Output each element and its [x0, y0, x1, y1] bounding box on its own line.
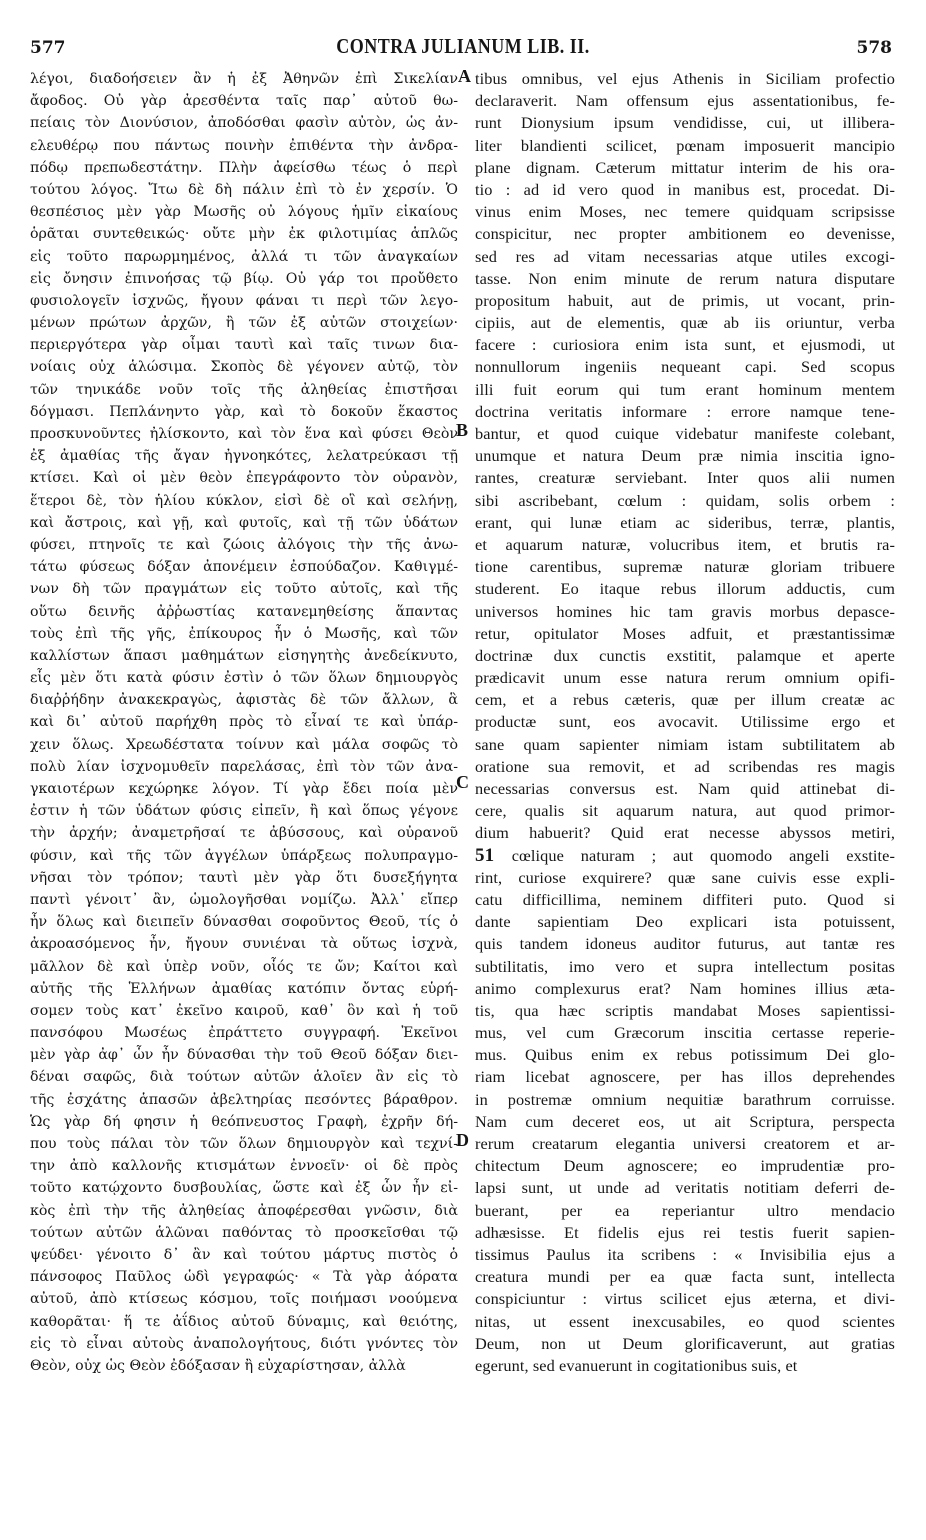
latin-text-line: Nam cum deceret eos, ut ait Scriptura, perspecta: [475, 1111, 895, 1131]
latin-text-line: rantes, creaturæ serviebant. Inter quos alii numen: [475, 468, 895, 488]
latin-text-line: dium habuerit? Quid erat necesse abyssos metiri,: [475, 823, 895, 843]
greek-text-line: τῶν τηνικάδε νοῦν τοῖς τῆς ἀληθείας ἐπιστῆσαι: [30, 381, 458, 398]
greek-text-line: νων δὴ τῶν πραγμάτων εἰς τοῦτο αὐτοῖς, καὶ τῆς: [30, 581, 458, 598]
latin-text-line: creatura mundi per ea quæ facta sunt, intellecta: [475, 1267, 895, 1287]
latin-text-line: universos homines hic tam gravis morbus depasce-: [475, 601, 895, 621]
greek-text-line: πείαις τὸν Διονύσιον, ἀποδόσθαι φασὶν αὐτὸν, ὡς ἀν-: [30, 115, 458, 132]
latin-text-line: mus, vel cum Græcorum inscitia certasse reperie-: [475, 1023, 895, 1043]
greek-text-line: χειν ὅλως. Χρεωδέστατα τοίνυν καὶ μάλα σοφῶς τὸ: [30, 736, 458, 753]
latin-text-line: 51 cœlique naturam ; aut quomodo angeli exstite-: [475, 844, 895, 866]
greek-text-line: ἐστιν ἡ τῶν ὑδάτων φύσις εἰπεῖν, ἢ καὶ ὅπως γέγονε: [30, 803, 458, 820]
greek-text-line: οὕτω δεινῆς ἀῤῥωστίας κατανεμηθείσης ἅπαντας: [30, 603, 458, 620]
greek-text-line: τοὺς ἐπὶ τῆς γῆς, ἐπίκουρος ἦν ὁ Μωσῆς, καὶ τῶν: [30, 625, 458, 642]
latin-text-line: quis tandem idoneus auditor futurus, aut tantæ res: [475, 934, 895, 954]
latin-text-line: doctrinæ dux cunctis exstitit, palamque et aperte: [475, 645, 895, 665]
page-number-left: 577: [30, 38, 66, 58]
latin-text-line: Deum, non ut Deum glorificaverunt, aut gratias: [475, 1333, 895, 1353]
greek-text-line: ὁρᾶται συντεθεικώς· οὔτε μὴν ἐκ φιλοτιμίας ἁπλῶς: [30, 226, 458, 243]
latin-text-line: chitectum Deum agnoscere; eo imprudentiæ pro-: [475, 1156, 895, 1176]
latin-text-line: oratione sua removit, et ad scribendas res magis: [475, 756, 895, 776]
latin-text-line: liter blandienti scilicet, pœnam imposuerit mancipio: [475, 135, 895, 155]
greek-text-line: γκαιοτέρων κεχώρηκε λόγον. Τί γὰρ ἔδει ποία μὲν: [30, 781, 458, 797]
greek-text-line: ἐξ ἀμαθίας τῆς ἄγαν ἠγνοηκότες, λελατρεύκασι τῇ: [30, 448, 458, 465]
greek-text-line: καλλίστων ἅπασι μαθημάτων εἰσηγητὴς ἀνεδείκνυτο,: [30, 647, 458, 664]
greek-text-line: φύσιν, καὶ τῆς τῶν ἀγγέλων ὑπάρξεως πολυπραγμο-: [30, 847, 458, 864]
latin-text-line: conspiciuntur : virtus scilicet ejus æterna, et divi-: [475, 1289, 895, 1309]
latin-text-line: doctrina veritatis informare : errore namque tene-: [475, 401, 895, 421]
latin-text-column: [475, 68, 895, 1377]
latin-text-line: cere, qualis sit aquarum natura, aut quod primor-: [475, 801, 895, 821]
greek-text-line: κὸς ἐπὶ τὴν τῆς ἀληθείας ἀποφέρεσθαι γνῶσιν, διὰ: [30, 1202, 458, 1219]
greek-text-line: ελευθέρῳ που πάντως ποινὴν ἐπιθέντα τὴν ἀνδρα-: [30, 137, 458, 154]
greek-text-line: ἦν ὅλως καὶ διειπεῖν δύνασθαι σοφοῦντος Θεοῦ, τίς ὁ: [30, 914, 458, 931]
latin-text-line: sed res ad vitam necessarias atque utiles excogi-: [475, 246, 895, 266]
greek-text-line: τοῦτο κατῴχοντο δυσβουλίας, ὥστε καὶ ἐξ ὧν ἦν εἰ-: [30, 1180, 458, 1197]
greek-text-line: πόδῳ πρεπωδεστάτην. Πλὴν ἀφείσθω τέως ὁ περὶ: [30, 159, 458, 176]
greek-text-line: φυσιολογεῖν ἰσχνῶς, ἤγουν φάναι τι περὶ τῶν λεγο-: [30, 292, 458, 309]
greek-text-line: μᾶλλον δὲ καὶ ὑπὲρ νοῦν, οἷός τε ὤν; Καίτοι καὶ: [30, 958, 458, 975]
greek-text-line: τούτου λόγος. Ἴτω δὲ δὴ πάλιν ἐπὶ τὸ ἐν χερσίν. Ὁ: [30, 181, 458, 198]
latin-text-line: dante sapientiam Deo explicari ista potuissent,: [475, 912, 895, 932]
greek-text-line: τῆς ἐσχάτης ἁπασῶν ἀβελτηρίας πεσόντες βάραθρον.: [30, 1091, 458, 1108]
latin-text-line: sibi ascribebant, cœlum : quidam, solis orbem :: [475, 490, 895, 510]
latin-text-line: animo complexurus erat? Nam homines illius æta-: [475, 978, 895, 998]
latin-text-line: riam licebat agnoscere, per has illos deprehendes: [475, 1067, 895, 1087]
greek-text-line: εἷς μὲν ὅτι κατὰ φύσιν ἐστὶν ὁ τῶν ὅλων δημιουργὸς: [30, 670, 458, 687]
latin-text-line: plane dignam. Cæterum mittatur interim de his ora-: [475, 157, 895, 177]
greek-text-line: τούτων αὐτῶν ἁλῶναι παθόντας τὸ προσκεῖσθαι τῷ: [30, 1224, 458, 1241]
latin-text-line: et aquarum naturæ, volucribus item, et brutis ra-: [475, 534, 895, 554]
greek-text-line: μένων πρώτων ἀρχῶν, ἢ τῶν ἐξ αὐτῶν στοιχείων·: [30, 315, 458, 332]
latin-text-line: in postremæ omnium nequitiæ barathrum corruisse.: [475, 1089, 895, 1109]
latin-text-line: necessarias conversus est. Nam quid attinebat di-: [475, 779, 895, 798]
latin-text-line: cipiis, aut de elementis, quæ ab iis oriuntur, verba: [475, 313, 895, 333]
greek-text-line: ἄφοδος. Οὐ γὰρ ἀρεσθέντα ταῖς παρ᾽ αὐτοῦ θω-: [30, 93, 458, 110]
greek-text-line: αὐτοῦ, ἀπὸ κτίσεως κόσμου, τοῖς ποιήμασι νοούμενα: [30, 1291, 458, 1308]
greek-text-line: εἰς τὸ εἶναι αὐτοὺς ἀναπολογήτους, διότι γνόντες τὸν: [30, 1335, 458, 1352]
margin-marker-a: A: [458, 66, 471, 86]
latin-text-line: adhæsisse. Et fidelis ejus rei testis fuerit sapien-: [475, 1222, 895, 1242]
greek-text-line: μὲν γὰρ ἀφ᾽ ὧν ἦν δύνασθαι τὴν τοῦ Θεοῦ δόξαν διει-: [30, 1047, 458, 1064]
greek-text-line: πολὺ λίαν ἰσχνομυθεῖν παρελάσας, ἐπὶ τὸν τῶν ἀνα-: [30, 758, 458, 775]
running-header: [0, 24, 926, 56]
latin-text-line: lapsi sunt, ut unde ad veritatis notitiam deferri de-: [475, 1178, 895, 1198]
margin-marker-b: B: [456, 420, 469, 440]
latin-text-line: studerent. Eo itaque rebus illorum adductis, cum: [475, 579, 895, 599]
latin-text-line: declaraverit. Nam offensum ejus assentationibus, fe-: [475, 91, 895, 111]
latin-text-line: facere : curiosiora enim ista sunt, et ejusmodi, ut: [475, 335, 895, 355]
greek-text-line: καὶ δι᾽ αὐτοῦ παρήχθη πρὸς τὸ εἶναί τε καὶ ὑπάρ-: [30, 714, 458, 731]
greek-text-line: ἕτεροι δὲ, τὸν ἡλίου κύκλον, εἰσὶ δὲ οἳ καὶ σελήνῃ,: [30, 492, 458, 509]
greek-text-line: θεσπέσιος μὲν γὰρ Μωσῆς οὐ λόγους ἡμῖν εἰκαίους: [30, 204, 458, 221]
greek-text-line: πανσόφου Μωσέως ἐπράττετο συγγραφή. Ἐκεῖνοι: [30, 1025, 458, 1042]
latin-text-line: retur, opitulator Moses adfuit, et præstantissimæ: [475, 623, 895, 643]
greek-text-line: που τοὺς πάλαι τὸν τῶν ὅλων δημιουργὸν καὶ τεχνί-: [30, 1136, 458, 1152]
greek-text-line: σομεν τοὺς κατ᾽ ἐκεῖνο καιροῦ, καθ᾽ ὃν καὶ ἡ τοῦ: [30, 1002, 458, 1019]
latin-text-line: rerum creatarum elegantia universi creatorem et ar-: [475, 1134, 895, 1153]
latin-text-line: vinus enim Moses, nec temere quidquam scripsisse: [475, 202, 895, 222]
latin-text-line: rint, curiose exquirere? quæ sane cuivis esse expli-: [475, 867, 895, 887]
greek-text-line: ψεύδει· γένοιτο δ᾽ ἂν καὶ τούτου μάρτυς πιστὸς ὁ: [30, 1246, 458, 1263]
greek-text-line: εἰς τοῦτο παρωρμημένος, ἀλλά τι τῶν ἀναγκαίων: [30, 248, 458, 265]
latin-text-line: nonnullorum ingeniis nequeant capi. Sed scopus: [475, 357, 895, 377]
greek-text-line: νῆσαι τὸν τρόπον; ταυτὶ μὲν γὰρ ὅτι δυσεξήγητα: [30, 869, 458, 886]
margin-marker-d: D: [456, 1130, 469, 1150]
latin-text-line: mus. Quibus enim ex rebus potissimum Dei glo-: [475, 1045, 895, 1065]
latin-text-line: bantur, et quod cuique videbatur manifeste colebant,: [475, 424, 895, 443]
margin-marker-c: C: [456, 772, 469, 792]
greek-text-line: εἰς ὄνησιν ἐπινοήσας τῷ βίῳ. Οὐ γάρ τοι προὔθετο: [30, 270, 458, 287]
latin-text-line: subtilitatis, imo vero et supra intellectum positas: [475, 956, 895, 976]
latin-text-line: illi fuit eorum qui tum erant hominum mentem: [475, 379, 895, 399]
greek-text-line: τάτω φύσεως δόξαν ἀπονέμειν ἐσπούδαζον. Καθιγμέ-: [30, 559, 458, 576]
greek-text-line: φύσει, πτηνοῖς τε καὶ ζώοις ἀλόγοις τὴν τῆς ἀνω-: [30, 536, 458, 553]
latin-text-line: nitas, ut essent inexcusabiles, eo quod scientes: [475, 1311, 895, 1331]
latin-text-line: tibus omnibus, vel ejus Athenis in Siciliam profectio: [475, 69, 895, 88]
greek-text-line: νοίαις οὐχ ἁλώσιμα. Σκοπὸς δὲ γέγονεν αὐτῷ, τὸν: [30, 359, 458, 376]
latin-text-line: egerunt, sed evanuerunt in cogitationibus suis, et: [475, 1355, 798, 1375]
column-number: 51: [475, 844, 512, 866]
greek-text-line: δέναι σαφῶς, διὰ τούτων αὐτῶν ἁλοῖεν ἂν εἰς τὸ: [30, 1069, 458, 1086]
greek-text-line: λέγοι, διαδοήσειεν ἂν ἡ ἐξ Ἀθηνῶν ἐπὶ Σικελίαν: [30, 71, 458, 87]
latin-text-line: runt Dionysium ipsum vendidisse, cui, ut illibera-: [475, 113, 895, 133]
greek-text-line: προσκυνοῦντες ἠλίσκοντο, καὶ τὸν ἕνα καὶ φύσει Θεὸν: [30, 426, 458, 442]
greek-text-line: αὐτῆς τῆς Ἑλλήνων ἀμαθίας κατόπιν ὄντας εὑρή-: [30, 980, 458, 997]
greek-text-column: [30, 68, 458, 1377]
latin-text-line: tio : ad id vero quod in manibus est, procedat. Di-: [475, 179, 895, 199]
latin-text-line: cem, et a rebus cæteris, quæ per illum creatæ ac: [475, 690, 895, 710]
greek-text-line: Ὡς γὰρ δή φησιν ἡ θεόπνευστος Γραφὴ, ἐχρῆν δή-: [30, 1113, 458, 1130]
greek-text-line: πάνσοφος Παῦλος ὡδὶ γεγραφώς· « Τὰ γὰρ ἀόρατα: [30, 1269, 458, 1286]
latin-text-line: sane quam sapienter nimiam istam subtilitatem ab: [475, 734, 895, 754]
greek-text-line: καὶ ἄστροις, καὶ γῇ, καὶ φυτοῖς, καὶ τῇ τῶν ὑδάτων: [30, 514, 458, 531]
latin-text-line: productæ sunt, eos avocavit. Utilissime ergo et: [475, 712, 895, 732]
latin-text-line: tis, qua hæc scriptis mandabat Moses sapientissi-: [475, 1000, 895, 1020]
latin-text-line: tissimus Paulus ita scribens : « Invisibilia ejus a: [475, 1244, 895, 1264]
latin-text-line: unumque et natura Deum præ nimia inscitia igno-: [475, 446, 895, 466]
running-title: CONTRA JULIANUM LIB. II.: [336, 34, 590, 58]
greek-text-line: Θεὸν, οὐχ ὡς Θεὸν ἐδόξασαν ἢ εὐχαρίστησαν, ἀλλὰ: [30, 1357, 406, 1374]
greek-text-line: τὴν ἀρχήν; ἀναμετρῆσαί τε ἀβύσσους, καὶ οὐρανοῦ: [30, 825, 458, 842]
greek-text-line: την ἀπὸ καλλονῆς κτισμάτων ἐννοεῖν· οἱ δὲ πρὸς: [30, 1158, 458, 1175]
greek-text-line: κτίσει. Καὶ οἱ μὲν θεὸν ἐπεγράφοντο τὸν οὐρανὸν,: [30, 470, 458, 487]
greek-text-line: ἀκροασόμενος ἦν, ἤγουν συνιέναι τὰ οὕτως ἰσχνὰ,: [30, 936, 458, 953]
latin-text-line: prædicavit unum esse natura rerum omnium opifi-: [475, 668, 895, 688]
latin-text-line: propositum habuit, aut de primis, ut vocant, prin-: [475, 290, 895, 310]
greek-text-line: περιεργότερα γὰρ οἶμαι ταυτὶ καὶ ταῖς τινων δια-: [30, 337, 458, 354]
latin-text-line: buerant, per ea reperiantur ultro mendacio: [475, 1200, 895, 1220]
latin-text-line: catu difficillima, neminem diffiteri puto. Quod si: [475, 889, 895, 909]
latin-text-line: conspicitur, nec propter ambitionem eo devenisse,: [475, 224, 895, 244]
greek-text-line: διαῤῥήδην ἀνακεκραγὼς, ἀφιστὰς δὲ τῶν ἄλλων, ἃ: [30, 692, 458, 709]
page-number-right: 578: [856, 38, 892, 58]
latin-text-line: tione carentibus, supremæ naturæ gloriam tribuere: [475, 557, 895, 577]
latin-text-line: tasse. Non enim minute de rerum natura disputare: [475, 268, 895, 288]
greek-text-line: παντὶ γένοιτ᾽ ἂν, ὡμολογῆσθαι νομίζω. Ἀλλ᾽ εἴπερ: [30, 891, 458, 908]
greek-text-line: καθορᾶται· ἥ τε ἀΐδιος αὐτοῦ δύναμις, καὶ θειότης,: [30, 1313, 458, 1330]
greek-text-line: δόγμασι. Πεπλάνηντο γὰρ, καὶ τὸ δοκοῦν ἕκαστος: [30, 403, 458, 420]
latin-text-line: erant, qui lunæ etiam ac sideribus, terræ, plantis,: [475, 512, 895, 532]
